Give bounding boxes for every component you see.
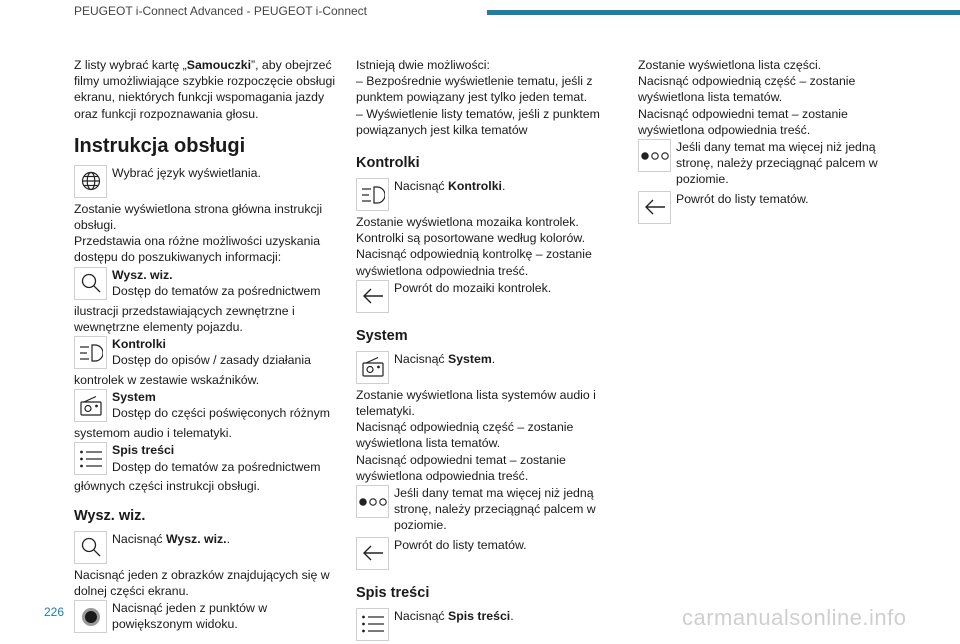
option-item: – Bezpośrednie wyświetlenie tematu, jeśli z punktem powiązany jest tylko jeden temat. bbox=[356, 74, 593, 105]
point-text: Nacisnąć jeden z punktów w powiększonym widoku. bbox=[112, 601, 268, 632]
wysz-row: Nacisnąć Wysz. wiz.. bbox=[74, 531, 342, 564]
item-description: głównych części instrukcji obsługi. bbox=[74, 479, 260, 494]
back-text: Powrót do listy tematów. bbox=[676, 191, 809, 206]
watermark: carmanualsonline.info bbox=[682, 605, 907, 630]
point-icon[interactable] bbox=[74, 600, 107, 633]
item-spis: Spis treści Dostęp do tematów za pośrednictwem bbox=[74, 442, 342, 475]
back-text: Powrót do listy tematów. bbox=[394, 537, 527, 552]
swipe-text: Jeśli dany temat ma więcej niż jedną stronę, należy przeciągnąć palcem w poziomie. bbox=[676, 140, 878, 187]
warning-lights-icon[interactable] bbox=[356, 178, 389, 211]
swipe-row bbox=[356, 485, 624, 534]
section-heading-system: System bbox=[356, 327, 408, 344]
section-heading-kontrolki: Kontrolki bbox=[356, 155, 420, 172]
system-row: Nacisnąć System. bbox=[356, 351, 624, 384]
item-description: kontrolek w zestawie wskaźników. bbox=[74, 373, 260, 388]
paragraph: Nacisnąć odpowiednią część – zostanie wyświetlona lista tematów. bbox=[356, 420, 574, 451]
swipe-text: Jeśli dany temat ma więcej niż jedną stronę, należy przeciągnąć palcem w poziomie. bbox=[394, 486, 596, 533]
kontrolki-row: Nacisnąć Kontrolki. bbox=[356, 178, 624, 211]
paragraph: Zostanie wyświetlona strona główna instrukcji obsługi. bbox=[74, 201, 323, 233]
column-3 bbox=[638, 57, 908, 227]
option-item: – Wyświetlenie listy tematów, jeśli z punktem powiązanych jest kilka tematów bbox=[356, 106, 600, 137]
list-icon[interactable] bbox=[356, 608, 389, 641]
paragraph: Nacisnąć jeden z obrazków znajdujących się w dolnej części ekranu. bbox=[74, 567, 330, 598]
column-2 bbox=[356, 57, 624, 644]
header-title: PEUGEOT i-Connect Advanced - PEUGEOT i-Connect bbox=[74, 4, 368, 18]
search-icon[interactable] bbox=[74, 531, 107, 564]
swipe-row bbox=[638, 139, 908, 188]
paragraph: Nacisnąć odpowiedni temat – zostanie wyświetlona odpowiednia treść. bbox=[356, 452, 566, 483]
spis-row: Nacisnąć Spis treści. bbox=[356, 608, 624, 641]
paragraph: Istnieją dwie możliwości: bbox=[356, 58, 490, 72]
paragraph: Zostanie wyświetlona lista systemów audio i telematyki. bbox=[356, 387, 596, 419]
paragraph: Zostanie wyświetlona mozaika kontrolek. Kontrolki są posortowane według kolorów. Nacisnąć odpowiednią kontrolkę – zostanie wyświetlona odpowiednia treść. bbox=[356, 215, 592, 278]
point-row bbox=[74, 600, 342, 633]
section-heading-instrukcja: Instrukcja obsługi bbox=[74, 134, 246, 157]
item-wysz: Wysz. wiz. Dostęp do tematów za pośrednictwem bbox=[74, 267, 342, 300]
page-number: 226 bbox=[44, 605, 65, 619]
radio-icon[interactable] bbox=[356, 351, 389, 384]
back-row bbox=[638, 191, 908, 224]
item-kontrolki: Kontrolki Dostęp do opisów / zasady działania bbox=[74, 336, 342, 369]
section-heading-spis: Spis treści bbox=[356, 584, 430, 601]
paragraph: Nacisnąć odpowiedni temat – zostanie wyświetlona odpowiednia treść. bbox=[638, 106, 848, 137]
column-1 bbox=[74, 57, 342, 636]
back-arrow-icon[interactable] bbox=[638, 191, 671, 224]
language-text: Wybrać język wyświetlania. bbox=[112, 165, 261, 180]
list-icon[interactable] bbox=[74, 442, 107, 475]
back-arrow-icon[interactable] bbox=[356, 537, 389, 570]
back-row bbox=[356, 537, 624, 570]
paragraph: Zostanie wyświetlona lista części. bbox=[638, 58, 822, 72]
back-arrow-icon[interactable] bbox=[356, 280, 389, 313]
item-system: System Dostęp do części poświęconych różnym bbox=[74, 389, 342, 422]
pagination-dots-icon[interactable] bbox=[638, 139, 671, 172]
section-heading-wysz: Wysz. wiz. bbox=[74, 507, 146, 524]
language-row bbox=[74, 165, 342, 198]
radio-icon[interactable] bbox=[74, 389, 107, 422]
item-description: systemom audio i telematyki. bbox=[74, 426, 232, 441]
search-icon[interactable] bbox=[74, 267, 107, 300]
paragraph: Przedstawia ona różne możliwości uzyskania dostępu do poszukiwanych informacji: bbox=[74, 234, 321, 265]
pagination-dots-icon[interactable] bbox=[356, 485, 389, 518]
globe-icon[interactable] bbox=[74, 165, 107, 198]
warning-lights-icon[interactable] bbox=[74, 336, 107, 369]
paragraph: Nacisnąć odpowiednią część – zostanie wyświetlona lista tematów. bbox=[638, 74, 856, 105]
item-description: ilustracji przedstawiających zewnętrzne i wewnętrzne elementy pojazdu. bbox=[74, 303, 295, 334]
intro-paragraph: Z listy wybrać kartę „Samouczki”, aby obejrzeć filmy umożliwiające szybkie rozpoczęcie obsługi ekranu, niektórych funkcji wspomagania jazdy oraz funkcji rozpoznawania głosu. bbox=[74, 58, 336, 121]
back-text: Powrót do mozaiki kontrolek. bbox=[394, 280, 552, 295]
back-row bbox=[356, 280, 624, 313]
header-bar bbox=[487, 10, 960, 15]
